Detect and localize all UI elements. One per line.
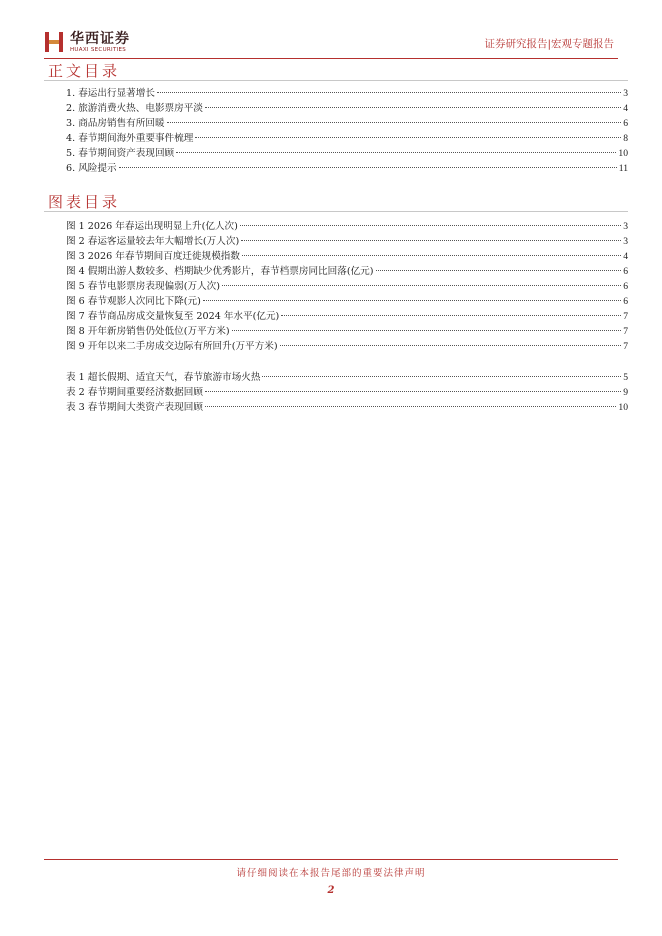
figure-item-page: 7 [623,311,628,322]
figure-item-label: 图 4 假期出游人数较多、档期缺少优秀影片，春节档票房同比回落(亿元) [66,266,374,277]
toc-item-page: 10 [618,148,628,159]
figure-item-label: 图 7 春节商品房成交量恢复至 2024 年水平(亿元) [66,311,280,322]
logo-english-name: HUAXI SECURITIES [70,47,127,53]
toc-leader [195,136,621,138]
toc-item[interactable] [66,131,628,146]
figure-item[interactable] [66,264,628,279]
figure-item-page: 7 [623,326,628,337]
toc-leader [119,166,617,168]
toc-item[interactable] [66,161,628,176]
toc-leader [376,269,622,271]
figure-item-label: 图 3 2026 年春节期间百度迁徙规模指数 [66,251,240,262]
toc-item-page: 6 [623,118,628,129]
toc-item-page: 11 [618,163,628,174]
figure-item-page: 6 [623,266,628,277]
figures-title-rule [44,211,628,212]
figure-item[interactable] [66,324,628,339]
figure-item[interactable] [66,234,628,249]
tables-list [66,370,628,415]
figure-item[interactable] [66,279,628,294]
figure-item-page: 3 [623,221,628,232]
toc-leader [167,121,622,123]
toc-leader [280,344,622,346]
toc-item[interactable] [66,86,628,101]
toc-leader [242,254,621,256]
contents-title-rule [44,80,628,81]
table-item-label: 表 3 春节期间大类资产表现回顾 [66,402,203,413]
toc-item-label: 6. 风险提示 [66,163,117,174]
table-item[interactable] [66,385,628,400]
toc-item-label: 1. 春运出行显著增长 [66,88,155,99]
contents-title: 正文目录 [48,62,121,80]
footer-divider [44,859,618,860]
toc-leader [240,224,621,226]
toc-leader [262,375,621,377]
page-number: 2 [327,885,335,896]
toc-leader [222,284,621,286]
toc-item[interactable] [66,101,628,116]
contents-list [66,86,628,176]
toc-leader [205,405,616,407]
toc-item-label: 4. 春节期间海外重要事件梳理 [66,133,194,144]
figure-item[interactable] [66,339,628,354]
toc-item[interactable] [66,146,628,161]
toc-leader [281,314,621,316]
page-header [44,28,618,58]
table-item-page: 5 [623,372,628,383]
figure-item-label: 图 2 春运客运量较去年大幅增长(万人次) [66,236,240,247]
header-divider [44,58,618,59]
toc-item[interactable] [66,116,628,131]
figure-item-page: 7 [623,341,628,352]
table-item-page: 10 [618,402,628,413]
toc-leader [205,106,621,108]
figure-item-page: 3 [623,236,628,247]
toc-leader [203,299,621,301]
toc-leader [232,329,622,331]
figures-title: 图表目录 [48,193,121,211]
toc-item-page: 4 [623,103,628,114]
figure-item[interactable] [66,309,628,324]
toc-leader [205,390,621,392]
logo-chinese-name: 华西证券 [70,31,130,47]
figure-item-label: 图 6 春节观影人次同比下降(元) [66,296,201,307]
figures-list [66,219,628,354]
footer-disclaimer: 请仔细阅读在本报告尾部的重要法律声明 [236,868,426,879]
table-item-page: 9 [623,387,628,398]
figure-item-page: 6 [623,281,628,292]
figure-item-label: 图 1 2026 年春运出现明显上升(亿人次) [66,221,238,232]
toc-leader [241,239,621,241]
figure-item[interactable] [66,219,628,234]
huaxi-logo-icon [44,30,64,54]
report-type-label: 证券研究报告|宏观专题报告 [484,38,614,50]
toc-item-page: 3 [623,88,628,99]
figure-item-label: 图 9 开年以来二手房成交边际有所回升(万平方米) [66,341,278,352]
figure-item-page: 4 [623,251,628,262]
toc-leader [157,91,621,93]
toc-item-label: 2. 旅游消费火热、电影票房平淡 [66,103,203,114]
table-item-label: 表 1 超长假期、适宜天气，春节旅游市场火热 [66,372,261,383]
table-item[interactable] [66,370,628,385]
toc-leader [176,151,616,153]
toc-item-page: 8 [623,133,628,144]
figure-item-label: 图 8 开年新房销售仍处低位(万平方米) [66,326,230,337]
toc-item-label: 3. 商品房销售有所回暖 [66,118,165,129]
figure-item[interactable] [66,294,628,309]
figure-item-page: 6 [623,296,628,307]
toc-item-label: 5. 春节期间资产表现回顾 [66,148,175,159]
figure-item-label: 图 5 春节电影票房表现偏弱(万人次) [66,281,221,292]
table-item[interactable] [66,400,628,415]
figure-item[interactable] [66,249,628,264]
table-item-label: 表 2 春节期间重要经济数据回顾 [66,387,203,398]
